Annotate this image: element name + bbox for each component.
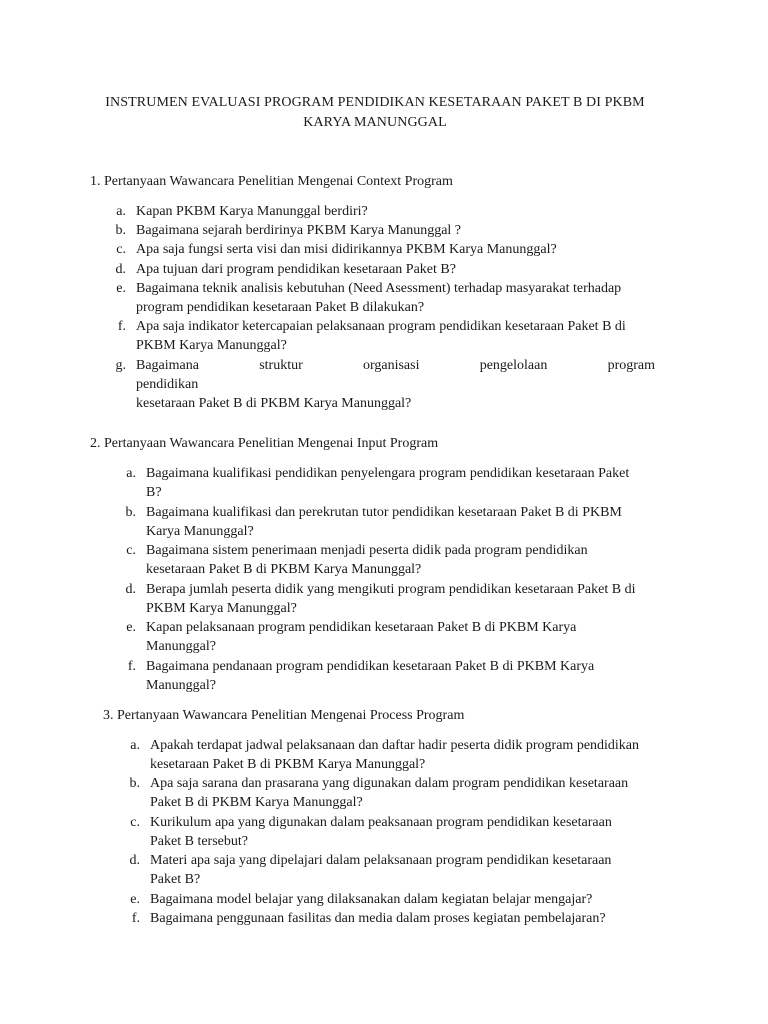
list-item	[108, 851, 678, 889]
list-item-text: Bagaimana struktur organisasi pengelolaan program pendidikan kesetaraan Paket B di PKBM Karya Manunggal?	[136, 358, 655, 411]
list-item	[100, 356, 660, 413]
list-item	[108, 464, 668, 502]
list-item	[108, 736, 678, 774]
list-marker: e.	[130, 892, 140, 907]
list-marker: e.	[126, 620, 136, 635]
list-item-text: Materi apa saja yang dipelajari dalam pelaksanaan program pendidikan kesetaraan Paket B?	[150, 853, 612, 887]
list-item	[100, 240, 660, 259]
list-item	[100, 260, 660, 279]
list-marker: c.	[130, 815, 140, 830]
list-marker: a.	[126, 466, 136, 481]
list-item	[108, 503, 668, 541]
list-item-text: Bagaimana kualifikasi dan perekrutan tutor pendidikan kesetaraan Paket B di PKBM Karya Manunggal?	[146, 505, 622, 539]
list-marker: d.	[115, 262, 126, 277]
list-item	[108, 541, 668, 579]
list-item-text: Kapan PKBM Karya Manunggal berdiri?	[136, 204, 368, 219]
list-marker: c.	[116, 242, 126, 257]
list-marker: f.	[131, 911, 140, 926]
list-item-text: Apa saja fungsi serta visi dan misi didirikannya PKBM Karya Manunggal?	[136, 242, 557, 257]
list-item-text: Kurikulum apa yang digunakan dalam peaksanaan program pendidikan kesetaraan Paket B tersebut?	[150, 815, 612, 849]
list-marker: b.	[129, 776, 140, 791]
list-marker: b.	[125, 505, 136, 520]
list-item-text: Apa saja sarana dan prasarana yang digunakan dalam program pendidikan kesetaraan Paket B di PKBM Karya Manunggal?	[150, 776, 629, 810]
list-marker: d.	[125, 582, 136, 597]
list-item	[100, 221, 660, 240]
list-marker: c.	[126, 543, 136, 558]
list-marker: b.	[115, 223, 126, 238]
list-item-text: Bagaimana kualifikasi pendidikan penyelengara program pendidikan kesetaraan Paket B?	[146, 466, 630, 500]
list-item	[100, 279, 660, 317]
list-item	[108, 618, 668, 656]
list-item	[108, 774, 678, 812]
list-item-text: Kapan pelaksanaan program pendidikan kesetaraan Paket B di PKBM Karya Manunggal?	[146, 620, 577, 654]
list-item	[108, 813, 678, 851]
list-item	[108, 909, 678, 928]
list-item-text: Berapa jumlah peserta didik yang mengikuti program pendidikan kesetaraan Paket B di PKBM Karya Manunggal?	[146, 582, 636, 616]
document-title: INSTRUMEN EVALUASI PROGRAM PENDIDIKAN KESETARAAN PAKET B DI PKBM KARYA MANUNGGAL	[105, 95, 645, 130]
list-item-text: Bagaimana sejarah berdirinya PKBM Karya Manunggal ?	[136, 223, 462, 238]
section-heading-process: 3. Pertanyaan Wawancara Penelitian Mengenai Process Program	[103, 708, 465, 723]
list-item-text: Bagaimana pendanaan program pendidikan kesetaraan Paket B di PKBM Karya Manunggal?	[146, 659, 595, 693]
list-item	[100, 317, 660, 355]
list-item-text: Bagaimana penggunaan fasilitas dan media dalam proses kegiatan pembelajaran?	[150, 911, 606, 926]
list-item-text: Bagaimana sistem penerimaan menjadi peserta didik pada program pendidikan kesetaraan Paket B di PKBM Karya Manunggal?	[146, 543, 588, 577]
list-item-text: Bagaimana model belajar yang dilaksanakan dalam kegiatan belajar mengajar?	[150, 892, 593, 907]
list-marker: a.	[130, 738, 140, 753]
list-item	[108, 890, 678, 909]
list-item	[100, 202, 660, 221]
list-item	[108, 657, 668, 695]
list-item	[108, 580, 668, 618]
list-item-text: Apakah terdapat jadwal pelaksanaan dan daftar hadir peserta didik program pendidikan kesetaraan Paket B di PKBM Karya Manunggal?	[150, 738, 640, 772]
section-heading-input: 2. Pertanyaan Wawancara Penelitian Mengenai Input Program	[90, 436, 439, 451]
list-item-text: Apa tujuan dari program pendidikan kesetaraan Paket B?	[136, 262, 456, 277]
list-marker: f.	[127, 659, 136, 674]
list-marker: a.	[116, 204, 126, 219]
list-item-text: Apa saja indikator ketercapaian pelaksanaan program pendidikan kesetaraan Paket B di PKBM Karya Manunggal?	[136, 319, 626, 353]
list-marker: f.	[117, 319, 126, 334]
list-marker: d.	[129, 853, 140, 868]
section-heading-context: 1. Pertanyaan Wawancara Penelitian Mengenai Context Program	[90, 174, 453, 189]
list-item-text: Bagaimana teknik analisis kebutuhan (Need Asessment) terhadap masyarakat terhadap program pendidikan kesetaraan Paket B dilakukan?	[136, 281, 622, 315]
list-marker: g.	[115, 358, 126, 373]
list-marker: e.	[116, 281, 126, 296]
